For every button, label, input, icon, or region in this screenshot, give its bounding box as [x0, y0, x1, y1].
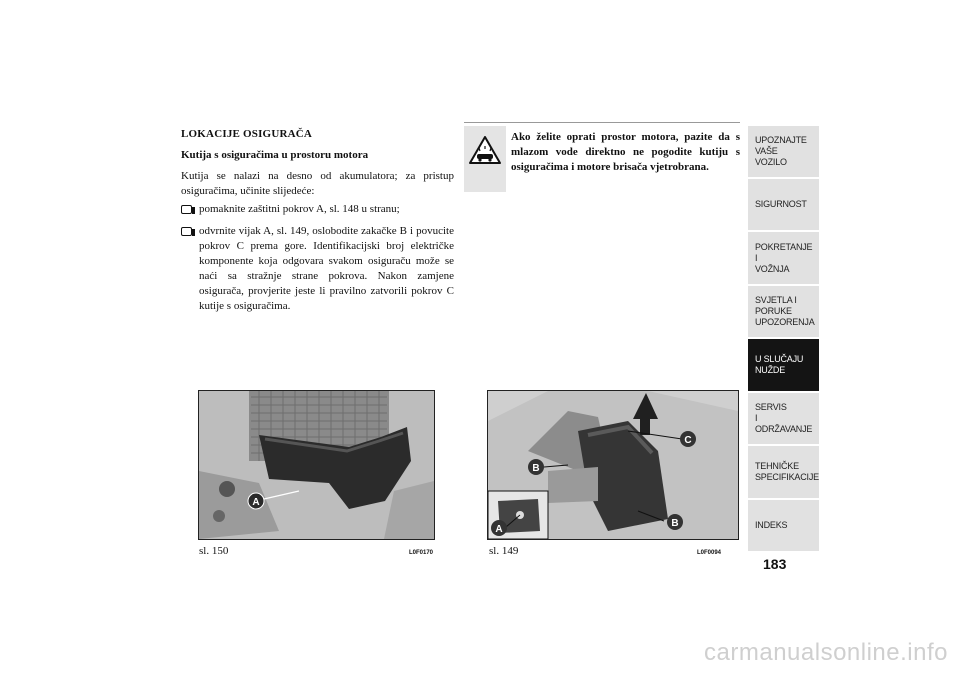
- warning-box: [464, 126, 506, 192]
- figure-caption: sl. 150: [199, 545, 229, 557]
- checkbox-bullet-icon: [181, 227, 192, 236]
- figure-engine-cover: [198, 390, 435, 540]
- tab-label: SIGURNOST: [755, 199, 807, 209]
- watermark: carmanualsonline.info: [704, 639, 948, 666]
- callout-label: C: [684, 435, 692, 446]
- tab-sigurnost[interactable]: [748, 179, 819, 232]
- tab-label: POKRETANJE I VOŽNJA: [755, 241, 813, 274]
- tab-label: SVJETLA I PORUKE UPOZORENJA: [755, 295, 815, 327]
- figure-caption: sl. 149: [489, 545, 519, 557]
- figure-code: L0F0170: [409, 550, 434, 556]
- tab-upoznajte-vase-vozilo[interactable]: [748, 126, 819, 179]
- page-number: 183: [763, 556, 787, 572]
- list-item-text: pomaknite zaštitni pokrov A, sl. 148 u stranu;: [199, 203, 400, 215]
- figure-fuse-box: [487, 390, 739, 540]
- tab-indeks[interactable]: [748, 500, 819, 553]
- tab-pokretanje-i-voznja[interactable]: [748, 232, 819, 286]
- tab-u-slucaju-nuzde[interactable]: [748, 339, 819, 393]
- intro-paragraph: Kutija se nalazi na desno od akumulatora; za pristup osiguračima, učinite slijedeće:: [181, 170, 454, 197]
- car-wash-warning-icon: [464, 126, 506, 192]
- tab-label: INDEKS: [755, 520, 788, 530]
- list-item: [181, 202, 454, 217]
- callout-label: A: [252, 497, 260, 508]
- tab-label: SERVIS I ODRŽAVANJE: [755, 402, 813, 434]
- callout-label: B: [671, 518, 679, 529]
- tab-label: UPOZNAJTE VAŠE VOZILO: [755, 135, 807, 167]
- callout-label: A: [495, 524, 503, 535]
- list-item: [181, 224, 454, 314]
- figure-code: L0F0094: [697, 550, 722, 556]
- warning-text: Ako želite oprati prostor motora, pazite da s mlazom vode direktno ne pogodite kutiju s osiguračima i motore brisača vjetrobrana.: [511, 131, 740, 173]
- checkbox-bullet-icon: [181, 205, 192, 214]
- list-item-text: odvrnite vijak A, sl. 149, oslobodite zakačke B i povucite pokrov C prema gore. Identifikacijski broj električke komponente koja odgovara svakom osiguraču može se naći sa stražnje strane pokrova. Nakon zamjene osigurača, provjerite jeste li pravilno zatvorili pokrov C kutije s osiguračima.: [199, 225, 454, 312]
- callout-label: B: [532, 463, 540, 474]
- section-heading: LOKACIJE OSIGURAČA: [181, 128, 313, 140]
- tab-tehnicke-specifikacije[interactable]: [748, 446, 819, 500]
- tab-svjetla-i-poruke[interactable]: [748, 286, 819, 339]
- section-subheading: Kutija s osiguračima u prostoru motora: [181, 149, 369, 161]
- tab-servis-i-odrzavanje[interactable]: [748, 393, 819, 446]
- tab-label: TEHNIČKE SPECIFIKACIJE: [755, 461, 819, 482]
- tab-label: U SLUČAJU NUŽDE: [755, 354, 804, 375]
- warning-divider: [464, 122, 740, 123]
